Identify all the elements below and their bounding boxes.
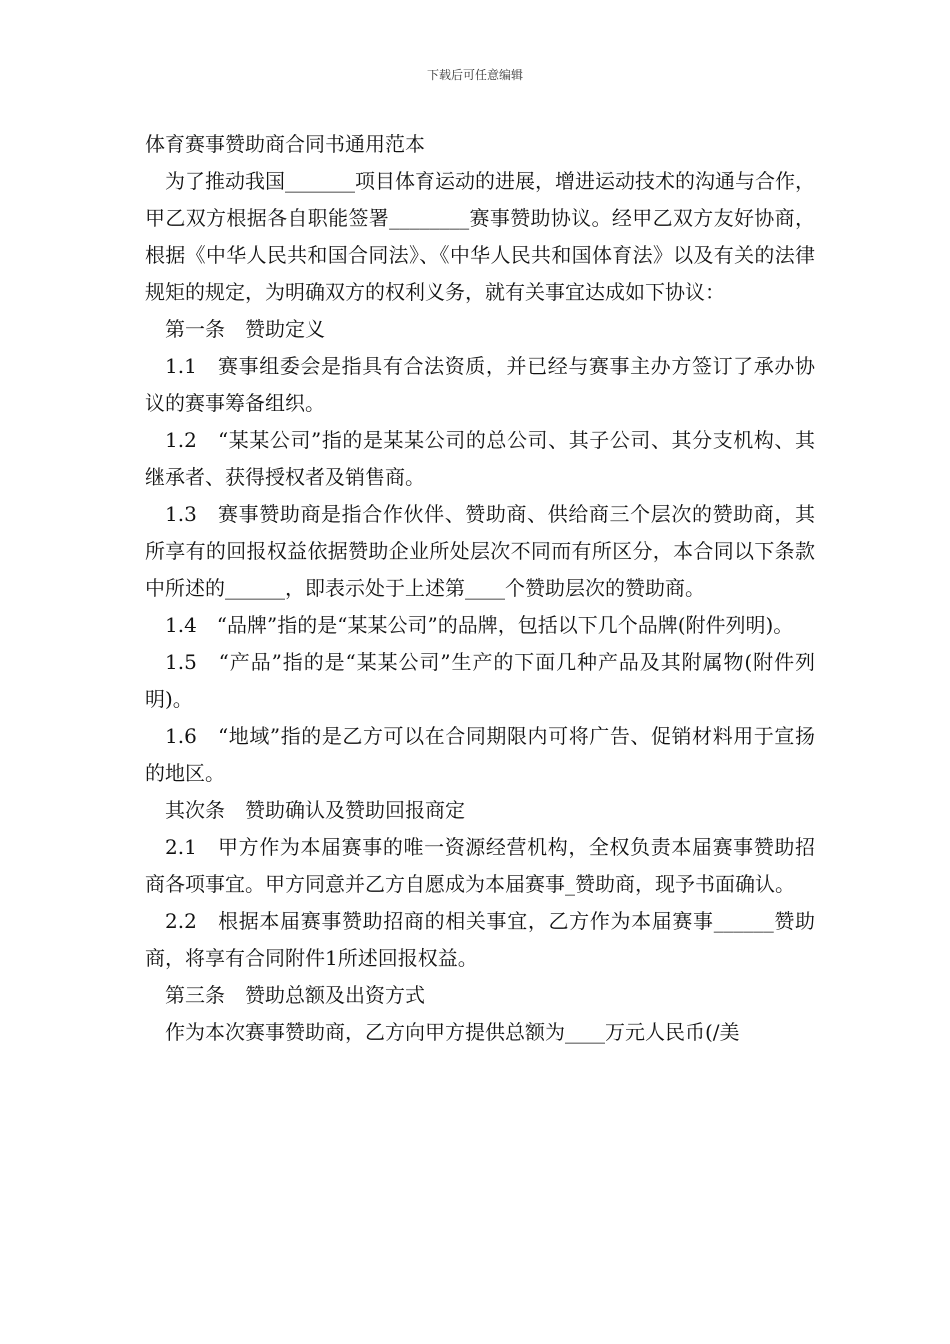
document-body (145, 126, 815, 1051)
paragraph-clause-1-5: 1.5 “产品”指的是“某某公司”生产的下面几种产品及其附属物(附件列明)。 (145, 650, 815, 711)
paragraph-article-3-heading: 第三条 赞助总额及出资方式 (165, 983, 425, 1007)
header-note: 下载后可任意编辑 (426, 68, 523, 82)
paragraph-clause-1-2: 1.2 “某某公司”指的是某某公司的总公司、其子公司、其分支机构、其继承者、获得授权者及销售商。 (145, 428, 815, 489)
paragraph-clause-1-4: 1.4 “品牌”指的是“某某公司”的品牌，包括以下几个品牌(附件列明)。 (165, 613, 794, 637)
paragraph-clause-2-2: 2.2 根据本届赛事赞助招商的相关事宜，乙方作为本届赛事______赞助商，将享有合同附件1所述回报权益。 (145, 909, 815, 970)
document-title: 体育赛事赞助商合同书通用范本 (145, 132, 425, 156)
paragraph-clause-1-1: 1.1 赛事组委会是指具有合法资质，并已经与赛事主办方签订了承办协议的赛事筹备组织。 (145, 354, 815, 415)
paragraph-article-2-heading: 其次条 赞助确认及赞助回报商定 (165, 798, 465, 822)
paragraph-preamble: 为了推动我国_______项目体育运动的进展，增进运动技术的沟通与合作，甲乙双方根据各自职能签署________赛事赞助协议。经甲乙双方友好协商，根据《中华人民共和国合同法》、《中华人民共和国体育法》以及有关的法律规矩的规定，为明确双方的权利义务，就有关事宜达成如下协议： (145, 169, 815, 304)
paragraph-clause-1-6: 1.6 “地域”指的是乙方可以在合同期限内可将广告、促销材料用于宣扬的地区。 (145, 724, 815, 785)
paragraph-clause-2-1: 2.1 甲方作为本届赛事的唯一资源经营机构，全权负责本届赛事赞助招商各项事宜。甲方同意并乙方自愿成为本届赛事_赞助商，现予书面确认。 (145, 835, 815, 896)
paragraph-clause-1-3: 1.3 赛事赞助商是指合作伙伴、赞助商、供给商三个层次的赞助商，其所享有的回报权益依据赞助企业所处层次不同而有所区分，本合同以下条款中所述的______，即表示处于上述第____个赞助层次的赞助商。 (145, 502, 815, 600)
paragraph-article-3-body: 作为本次赛事赞助商，乙方向甲方提供总额为____万元人民币(/美 (165, 1020, 740, 1044)
paragraph-article-1-heading: 第一条 赞助定义 (165, 317, 325, 341)
